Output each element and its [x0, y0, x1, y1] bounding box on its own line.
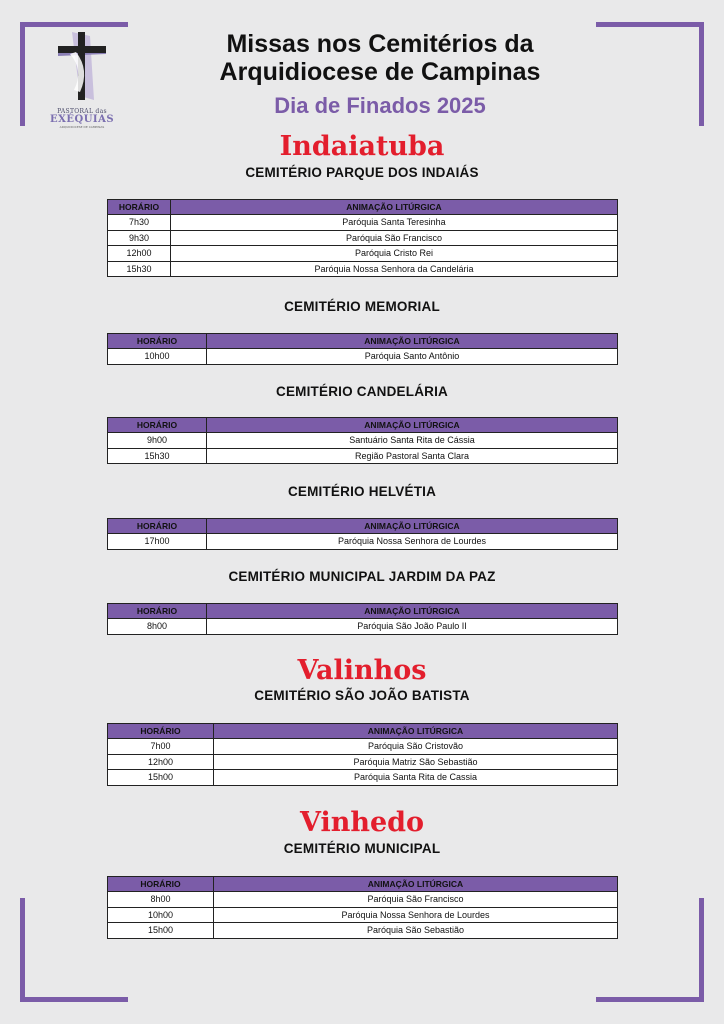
table-row [108, 892, 618, 908]
table-row [108, 754, 618, 770]
column-header-time: HORÁRIO [108, 877, 214, 892]
time-cell: 15h00 [108, 770, 214, 786]
cemetery-title: CEMITÉRIO HELVÉTIA [287, 484, 437, 499]
frame-corner-top-right [596, 22, 704, 27]
frame-corner-top-right [699, 22, 704, 126]
column-header-time: HORÁRIO [108, 519, 207, 534]
column-header-animation: ANIMAÇÃO LITÚRGICA [207, 334, 618, 349]
schedule-table [107, 603, 618, 635]
time-cell: 9h30 [108, 230, 171, 246]
time-cell: 12h00 [108, 754, 214, 770]
time-cell: 12h00 [108, 246, 171, 262]
city-title: Valinhos [297, 655, 427, 686]
column-header-animation: ANIMAÇÃO LITÚRGICA [214, 877, 618, 892]
pastoral-logo [50, 30, 114, 130]
cemetery-title: CEMITÉRIO SÃO JOÃO BATISTA [254, 688, 470, 703]
cemetery-title: CEMITÉRIO MUNICIPAL JARDIM DA PAZ [228, 569, 496, 584]
table-row [108, 923, 618, 939]
parish-cell: Santuário Santa Rita de Cássia [207, 433, 618, 449]
time-cell: 8h00 [108, 892, 214, 908]
parish-cell: Região Pastoral Santa Clara [207, 448, 618, 464]
schedule-table [107, 518, 618, 550]
schedule-table [107, 723, 618, 786]
table-header-row [108, 724, 618, 739]
parish-cell: Paróquia Nossa Senhora de Lourdes [207, 534, 618, 550]
logo-text: PASTORAL das [57, 108, 107, 115]
parish-cell: Paróquia São Francisco [171, 230, 618, 246]
frame-corner-top-left [20, 22, 128, 27]
table-header-row [108, 334, 618, 349]
time-cell: 15h00 [108, 923, 214, 939]
column-header-time: HORÁRIO [108, 200, 171, 215]
frame-corner-bottom-right [699, 898, 704, 1002]
table-header-row [108, 418, 618, 433]
page-title [160, 30, 600, 86]
parish-cell: Paróquia São Francisco [214, 892, 618, 908]
schedule-table [107, 199, 618, 277]
frame-corner-bottom-left [20, 898, 25, 1002]
table-row [108, 448, 618, 464]
parish-cell: Paróquia Santa Teresinha [171, 215, 618, 231]
column-header-time: HORÁRIO [108, 334, 207, 349]
page-subtitle: Dia de Finados 2025 [274, 93, 486, 118]
frame-corner-top-left [20, 22, 25, 126]
logo-text: ARQUIDIOCESE DE CAMPINAS [59, 125, 105, 129]
column-header-animation: ANIMAÇÃO LITÚRGICA [214, 724, 618, 739]
cemetery-title: CEMITÉRIO CANDELÁRIA [276, 384, 448, 399]
cross-icon [50, 30, 114, 102]
table-header-row [108, 200, 618, 215]
schedule-table [107, 876, 618, 939]
table-row [108, 433, 618, 449]
parish-cell: Paróquia São João Paulo II [207, 619, 618, 635]
parish-cell: Paróquia São Cristovão [214, 739, 618, 755]
time-cell: 15h30 [108, 261, 171, 277]
column-header-animation: ANIMAÇÃO LITÚRGICA [207, 418, 618, 433]
table-header-row [108, 877, 618, 892]
table-row [108, 215, 618, 231]
column-header-animation: ANIMAÇÃO LITÚRGICA [207, 519, 618, 534]
parish-cell: Paróquia São Sebastião [214, 923, 618, 939]
schedule-table [107, 333, 618, 365]
page-title-line: Arquidiocese de Campinas [219, 58, 541, 86]
cemetery-title: CEMITÉRIO PARQUE DOS INDAIÁS [245, 165, 479, 180]
page-title-line: Missas nos Cemitérios da [226, 30, 534, 58]
table-header-row [108, 519, 618, 534]
time-cell: 10h00 [108, 349, 207, 365]
schedule-table [107, 417, 618, 464]
time-cell: 8h00 [108, 619, 207, 635]
table-header-row [108, 604, 618, 619]
table-row [108, 230, 618, 246]
table-row [108, 739, 618, 755]
parish-cell: Paróquia Matriz São Sebastião [214, 754, 618, 770]
city-title: Indaiatuba [279, 131, 445, 162]
column-header-time: HORÁRIO [108, 418, 207, 433]
time-cell: 15h30 [108, 448, 207, 464]
parish-cell: Paróquia Nossa Senhora da Candelária [171, 261, 618, 277]
parish-cell: Paróquia Cristo Rei [171, 246, 618, 262]
table-row [108, 770, 618, 786]
city-title: Vinhedo [299, 807, 425, 838]
column-header-animation: ANIMAÇÃO LITÚRGICA [207, 604, 618, 619]
table-row [108, 246, 618, 262]
column-header-time: HORÁRIO [108, 604, 207, 619]
table-row [108, 349, 618, 365]
cemetery-title: CEMITÉRIO MEMORIAL [284, 299, 440, 314]
parish-cell: Paróquia Santa Rita de Cassia [214, 770, 618, 786]
table-row [108, 907, 618, 923]
frame-corner-bottom-right [596, 997, 704, 1002]
table-row [108, 261, 618, 277]
column-header-time: HORÁRIO [108, 724, 214, 739]
cemetery-title: CEMITÉRIO MUNICIPAL [283, 841, 441, 856]
table-row [108, 619, 618, 635]
time-cell: 17h00 [108, 534, 207, 550]
time-cell: 7h30 [108, 215, 171, 231]
logo-text: EXÉQUIAS [50, 114, 115, 125]
frame-corner-bottom-left [20, 997, 128, 1002]
column-header-animation: ANIMAÇÃO LITÚRGICA [171, 200, 618, 215]
table-row [108, 534, 618, 550]
time-cell: 9h00 [108, 433, 207, 449]
parish-cell: Paróquia Nossa Senhora de Lourdes [214, 907, 618, 923]
parish-cell: Paróquia Santo Antônio [207, 349, 618, 365]
time-cell: 10h00 [108, 907, 214, 923]
time-cell: 7h00 [108, 739, 214, 755]
